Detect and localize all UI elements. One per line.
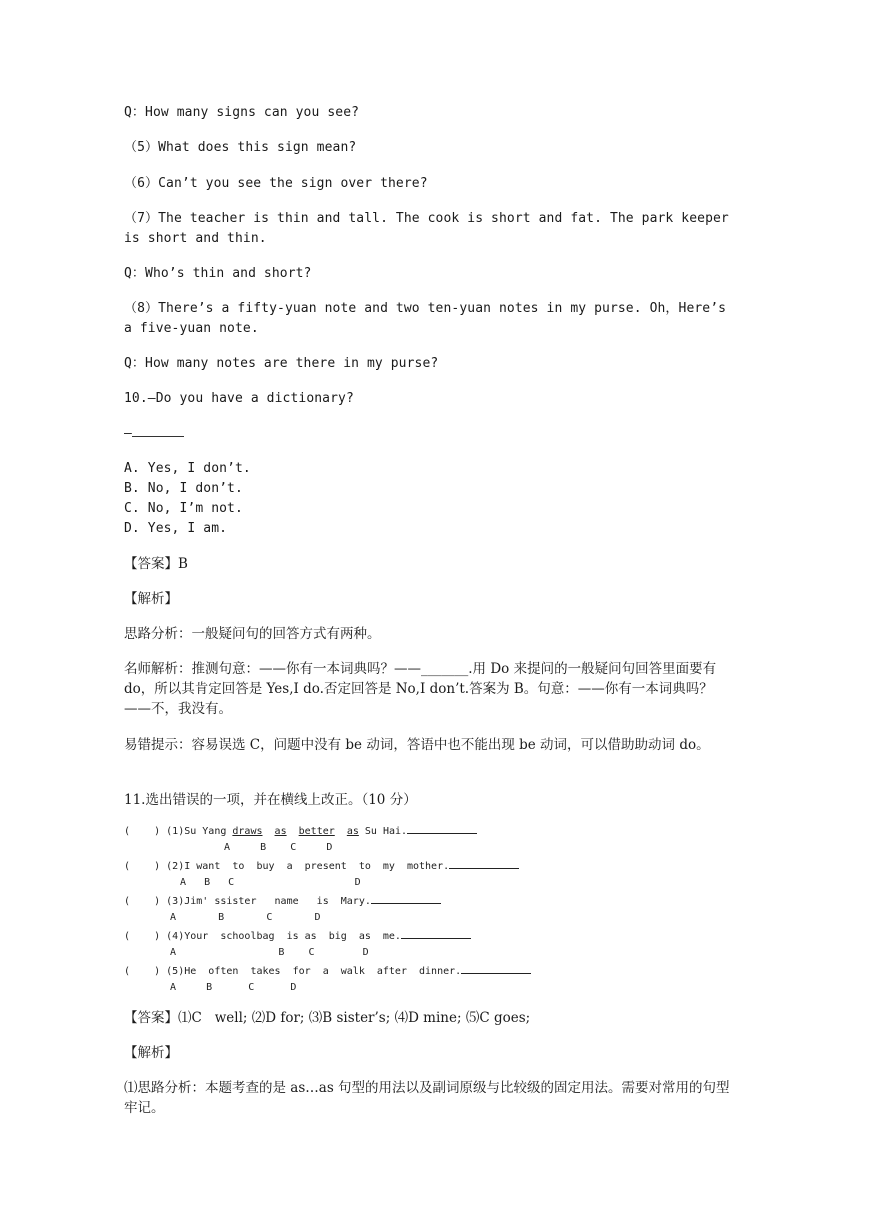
analysis-label: 【解析】 [124,1045,178,1061]
analysis-label: 【解析】 [124,591,178,607]
exercise-item-5: ( ) (5)He often takes for a walk after dinner. [124,964,531,977]
option-b: B. No, I don’t. [124,481,243,496]
error-tip: 易错提示：容易误选 C，问题中没有 be 动词，答语中也不能出现 be 动词，可以借助助动词 do。 [124,737,710,753]
question-line: （8）There’s a fifty-yuan note and two ten-yuan notes in my purse. Oh，Here’s a five-yuan note. [124,301,727,336]
question-line: （7）The teacher is thin and tall. The cook is short and fat. The park keeper is short and thin. [124,211,729,246]
exercise-item-1: ( ) (1)Su Yang draws as better as Su Hai. [124,824,477,837]
exercise-item-3: ( ) (3)Jim' ssister name is Mary. [124,894,441,907]
question-11: 11.选出错误的一项，并在横线上改正。（10 分） [124,792,417,808]
answer-label: 【答案】⑴C well; ⑵D for; ⑶B sister’s; ⑷D mine; ⑸C goes; [124,1010,531,1026]
letters-2: A B C D [180,877,361,888]
dash: — [124,426,132,441]
question-line: Q：Who’s thin and short? [124,266,312,281]
question-10: 10.—Do you have a dictionary? [124,391,354,406]
letters-1: A B C D [224,842,333,853]
question-line: Q：How many notes are there in my purse? [124,356,439,371]
option-a: A. Yes, I don’t. [124,461,251,476]
exercise-item-2: ( ) (2)I want to buy a present to my mother. [124,859,519,872]
option-d: D. Yes, I am. [124,521,228,536]
question-line: （5）What does this sign mean? [124,140,357,155]
option-c: C. No, I’m not. [124,501,243,516]
letters-4: A B C D [170,947,369,958]
question-line: Q：How many signs can you see? [124,105,360,120]
thought-analysis: 思路分析：一般疑问句的回答方式有两种。 [124,626,381,642]
letters-3: A B C D [170,912,321,923]
answer-blank-line [124,424,184,444]
answer-blank [132,424,184,437]
exercise-item-4: ( ) (4)Your schoolbag is as big as me. [124,929,471,942]
thought-analysis: ⑴思路分析：本题考查的是 as…as 句型的用法以及副词原级与比较级的固定用法。需要对常用的句型牢记。 [124,1080,730,1116]
exercise-image [124,822,544,997]
letters-5: A B C D [170,982,297,993]
answer-label: 【答案】B [124,556,188,572]
question-line: （6）Can’t you see the sign over there? [124,176,428,191]
teacher-analysis: 名师解析：推测句意：——你有一本词典吗？——_______.用 Do 来提问的一般疑问句回答里面要有 do，所以其肯定回答是 Yes,I do.否定回答是 No,I don’t.答案为 B。句意：——你有一本词典吗？——不，我没有。 [124,661,717,717]
